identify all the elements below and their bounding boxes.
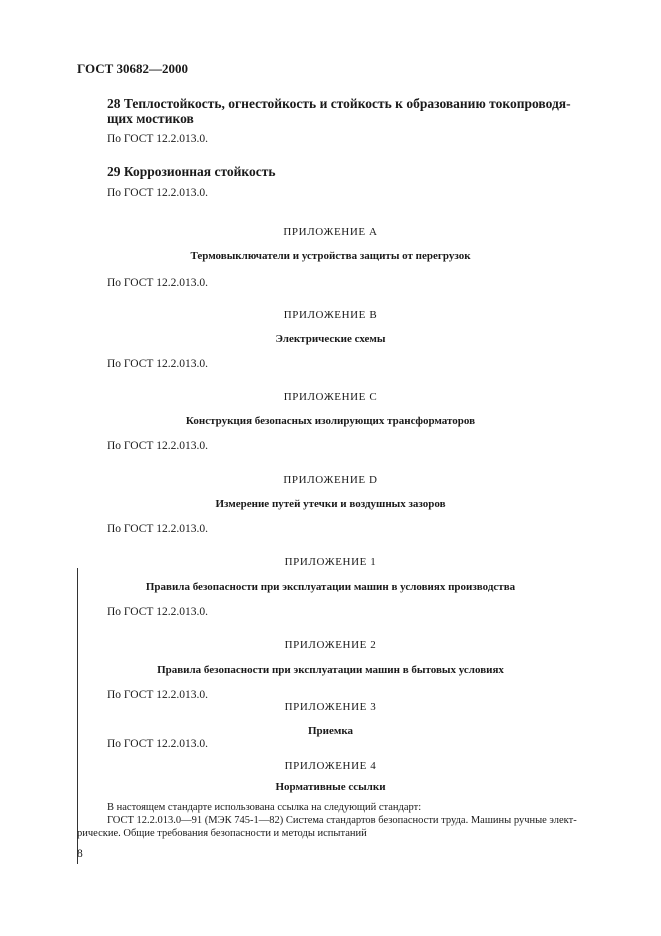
appendix-text: По ГОСТ 12.2.013.0. (107, 738, 209, 750)
appendix-text: По ГОСТ 12.2.013.0. (107, 606, 209, 618)
appendix-title: Термовыключатели и устройства защиты от перегрузок (190, 250, 471, 262)
appendix-text: По ГОСТ 12.2.013.0. (107, 523, 209, 535)
appendix-label: ПРИЛОЖЕНИЕ В (283, 309, 378, 321)
revision-bar (77, 568, 78, 864)
appendix-label: ПРИЛОЖЕНИЕ 3 (284, 701, 377, 713)
appendix-title: Электрические схемы (275, 333, 386, 345)
document-header: ГОСТ 30682—2000 (77, 61, 189, 76)
appendix-title: Приемка (307, 725, 354, 737)
appendix-title: Измерение путей утечки и воздушных зазоров (215, 498, 446, 510)
appendix-text: В настоящем стандарте использована ссылка на следующий стандарт: (107, 802, 422, 813)
appendix-text: ГОСТ 12.2.013.0—91 (МЭК 745-1—82) Система стандартов безопасности труда. Машины ручные элект- (107, 815, 577, 826)
appendix-label: ПРИЛОЖЕНИЕ А (283, 226, 378, 238)
appendix-label: ПРИЛОЖЕНИЕ 1 (284, 556, 377, 568)
appendix-label: ПРИЛОЖЕНИЕ 2 (284, 639, 377, 651)
section-text: По ГОСТ 12.2.013.0. (107, 187, 209, 199)
section-title-cont: щих мостиков (107, 111, 194, 126)
appendix-label: ПРИЛОЖЕНИЕ 4 (284, 760, 377, 772)
appendix-text: По ГОСТ 12.2.013.0. (107, 440, 209, 452)
appendix-text: рические. Общие требования безопасности и методы испытаний (77, 828, 367, 839)
section-text: По ГОСТ 12.2.013.0. (107, 133, 209, 145)
page-number: 8 (77, 848, 83, 860)
section-title: 28 Теплостойкость, огнестойкость и стойкость к образованию токопроводя- (107, 96, 571, 111)
appendix-title: Конструкция безопасных изолирующих трансформаторов (185, 415, 476, 427)
section-title: 29 Коррозионная стойкость (107, 164, 276, 179)
appendix-label: ПРИЛОЖЕНИЕ С (283, 391, 378, 403)
appendix-title: Нормативные ссылки (275, 781, 386, 793)
appendix-text: По ГОСТ 12.2.013.0. (107, 358, 209, 370)
appendix-label: ПРИЛОЖЕНИЕ D (283, 474, 378, 486)
appendix-text: По ГОСТ 12.2.013.0. (107, 277, 209, 289)
appendix-title: Правила безопасности при эксплуатации машин в условиях производства (145, 581, 516, 593)
appendix-title: Правила безопасности при эксплуатации машин в бытовых условиях (157, 664, 504, 676)
appendix-text: По ГОСТ 12.2.013.0. (107, 689, 209, 701)
